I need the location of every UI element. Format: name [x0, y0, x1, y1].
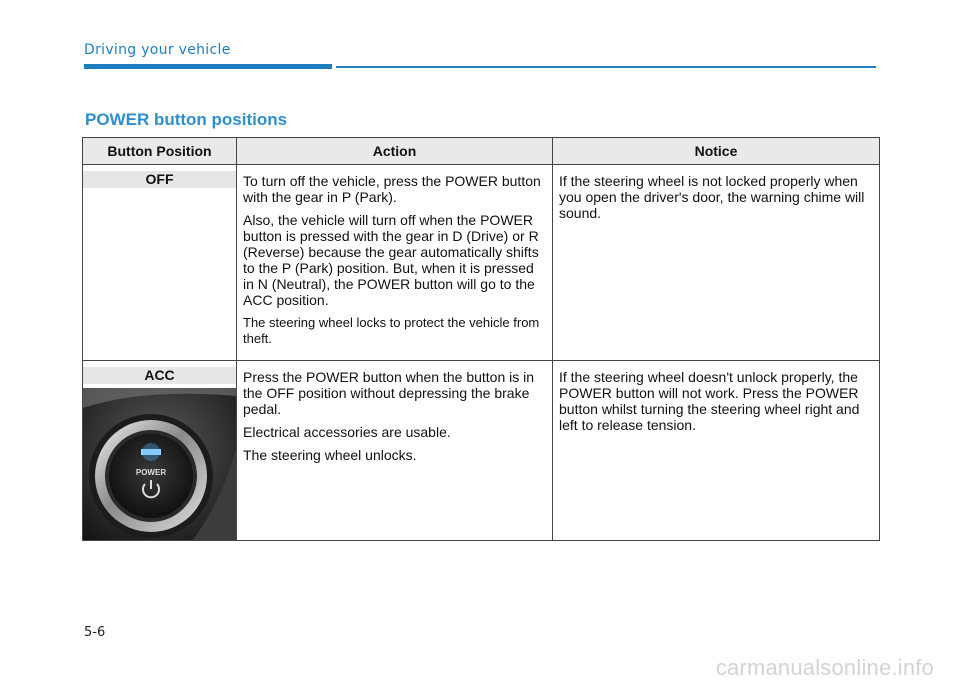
action-cell-acc: [237, 361, 553, 541]
action-text: The steering wheel locks to protect the vehicle from theft.: [243, 315, 540, 346]
table-header-row: [83, 138, 880, 165]
action-text: The steering wheel unlocks.: [243, 447, 417, 463]
notice-cell-acc: [553, 361, 880, 541]
table-row-off: [83, 165, 880, 361]
power-button-photo: [83, 388, 236, 540]
section-rule-thin: [336, 66, 876, 68]
action-text: Also, the vehicle will turn off when the POWER button is pressed with the gear in D (Drive) or R (Reverse) because the gear automatically shifts to the P (Park) position. But, when it is pressed in N (Neutral), the POWER button will go to the ACC position.: [243, 212, 539, 308]
action-cell-off: [237, 165, 553, 361]
page-number: 5-6: [84, 625, 106, 640]
position-cell-acc: [83, 361, 237, 541]
column-header-notice: Notice: [553, 138, 880, 165]
column-header-action: Action: [237, 138, 553, 165]
action-text: Press the POWER button when the button is in the OFF position without depressing the brake pedal.: [243, 369, 535, 417]
column-header-position: Button Position: [83, 138, 237, 165]
action-text: To turn off the vehicle, press the POWER button with the gear in P (Park).: [243, 173, 541, 205]
position-label-off: OFF: [83, 171, 236, 188]
section-rule-thick: [84, 64, 332, 69]
watermark: carmanualsonline.info: [715, 655, 934, 680]
notice-text: If the steering wheel is not locked properly when you open the driver's door, the warning chime will sound.: [559, 173, 865, 221]
page-heading: POWER button positions: [85, 110, 288, 129]
position-label-acc: ACC: [83, 367, 236, 384]
positions-table: [82, 137, 880, 541]
power-button-label: POWER: [135, 468, 167, 477]
notice-text: If the steering wheel doesn't unlock properly, the POWER button will not work. Press the POWER button whilst turning the steering wheel right and left to release tension.: [559, 369, 860, 433]
table-row-acc: [83, 361, 880, 541]
notice-cell-off: [553, 165, 880, 361]
action-text: Electrical accessories are usable.: [243, 424, 451, 440]
position-cell-off: [83, 165, 237, 361]
section-title: Driving your vehicle: [84, 42, 231, 58]
